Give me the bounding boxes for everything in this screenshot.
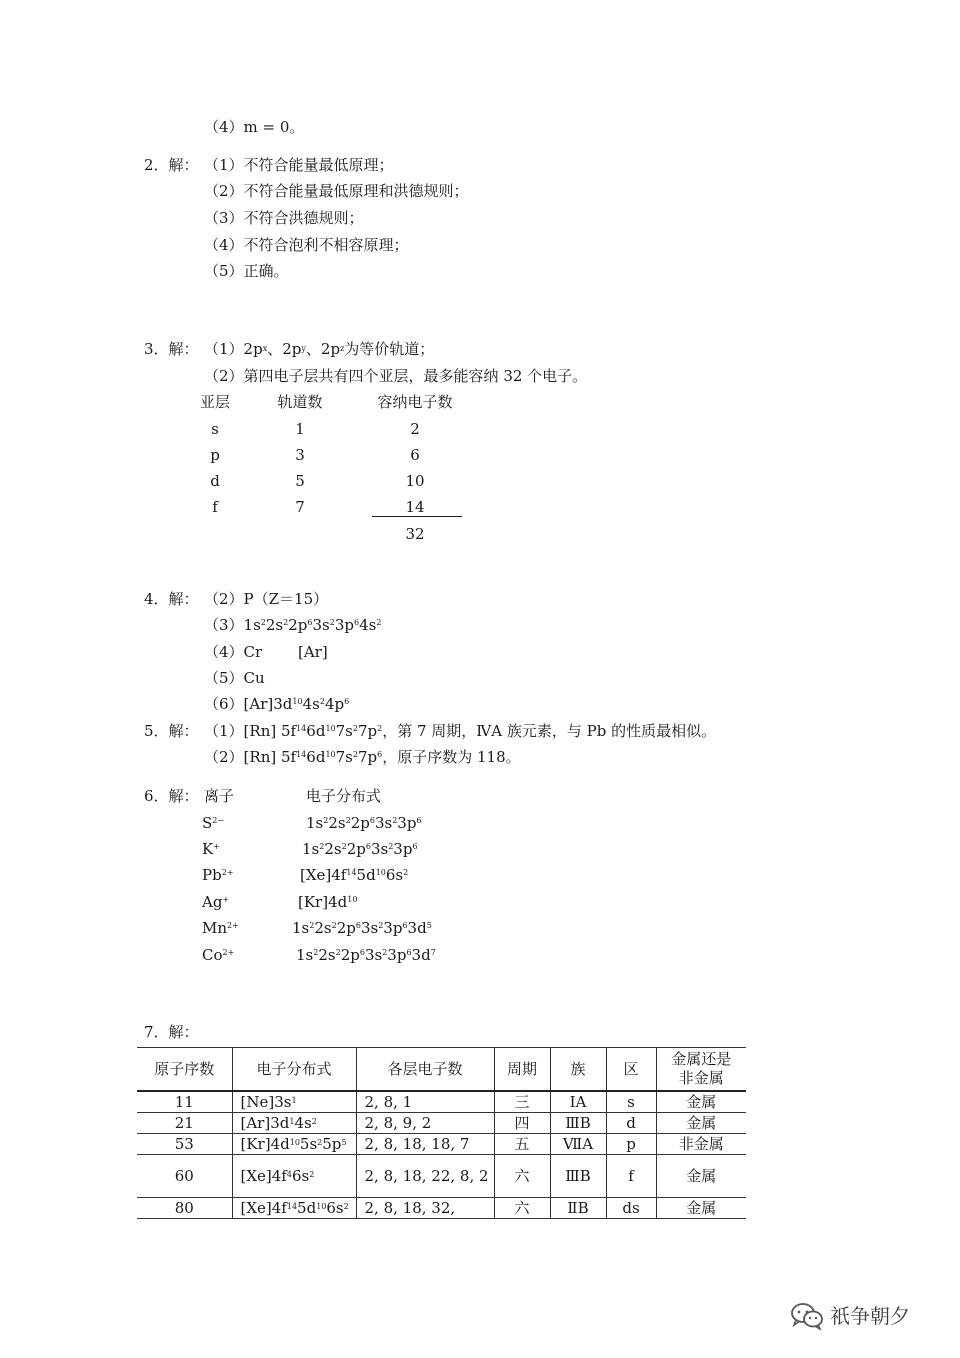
table-cell: 六 [494, 1155, 550, 1198]
table-cell: 金属 [656, 1155, 746, 1198]
q3-cell: 14 [405, 498, 425, 516]
table-cell: 2, 8, 18, 22, 8, 2 [356, 1155, 494, 1198]
q4-item-4b: [Ar] [298, 643, 328, 661]
q2-head: 2．解： [144, 156, 199, 174]
table-cell: $[Ne]3s^1$ [232, 1091, 356, 1113]
q3-cell: 5 [295, 472, 305, 490]
table-cell: d [606, 1113, 656, 1134]
q2-item-5: （5）正确。 [204, 262, 289, 280]
table-cell: 非金属 [656, 1134, 746, 1155]
q3-cell: d [210, 472, 220, 490]
q6-config: $[Xe]4f^{14}5d^{10}6s^2$ [300, 866, 409, 884]
q6-col-ion: 离子 [204, 787, 235, 805]
q4-item-4: （4）Cr [204, 643, 263, 661]
q6-ion: Ag+ [202, 893, 230, 911]
watermark [790, 1298, 940, 1334]
table-cell: 2, 8, 18, 18, 7 [356, 1134, 494, 1155]
q3-cell: 10 [405, 472, 425, 490]
table-cell: $[Xe]4f^{14}5d^{10}6s^2$ [232, 1198, 356, 1219]
q3-cell: s [211, 420, 219, 438]
table-cell: 三 [494, 1091, 550, 1113]
table-cell: 金属 [656, 1091, 746, 1113]
table-cell: 五 [494, 1134, 550, 1155]
table-row [137, 1155, 746, 1198]
table-cell: 2, 8, 9, 2 [356, 1113, 494, 1134]
table-cell: f [606, 1155, 656, 1198]
table-cell: 60 [137, 1155, 232, 1198]
table-row [137, 1198, 746, 1219]
q3-item-2: （2）第四电子层共有四个亚层，最多能容纳 32 个电子。 [204, 367, 588, 385]
q3-item-1: （1）2px、2py、2pz为等价轨道； [204, 340, 435, 358]
q6-config: $1s^22s^22p^63s^23p^6$ [306, 814, 422, 832]
table-cell: ⅢB [550, 1155, 606, 1198]
table-cell: ⅦA [550, 1134, 606, 1155]
q4-item-5: （5）Cu [204, 669, 265, 687]
q4-item-6: $(6)[Ar]3d^{10}4s^24p^6$ [204, 695, 350, 713]
table-row [137, 1134, 746, 1155]
header-cell: 周期 [494, 1048, 550, 1092]
q3-cell: f [212, 498, 218, 516]
q2-item-4: （4）不符合泡利不相容原理； [204, 236, 409, 254]
table-cell: 80 [137, 1198, 232, 1219]
q2-item-2: （2）不符合能量最低原理和洪德规则； [204, 182, 469, 200]
table-cell: $[Kr]4d^{10}5s^25p^5$ [232, 1134, 356, 1155]
table-cell: 金属 [656, 1198, 746, 1219]
sum-rule [372, 516, 462, 517]
watermark-text: 祇争朝夕 [830, 1304, 910, 1328]
q2-item-3: （3）不符合洪德规则； [204, 209, 364, 227]
table-cell: 金属 [656, 1113, 746, 1134]
q2-item-1: （1）不符合能量最低原理； [204, 156, 394, 174]
q6-config: $1s^22s^22p^63s^23p^6$ [302, 840, 418, 858]
q3-cell: p [210, 446, 220, 464]
table-cell: 53 [137, 1134, 232, 1155]
table-cell: ⅠA [550, 1091, 606, 1113]
table-header-row [137, 1048, 746, 1092]
q5-item-1: （1）[Rn] $5f^{14}6d^{10}7s^27p^2$，第 7 周期，ⅣA 族元素，与 Pb 的性质最相似。 [204, 722, 717, 740]
header-cell: 电子分布式 [232, 1048, 356, 1092]
q4-item-3: $(3)1s^22s^22p^63s^23p^64s^2$ [204, 616, 382, 634]
table-row [137, 1091, 746, 1113]
q6-config: $1s^22s^22p^63s^23p^63d^5$ [292, 919, 432, 937]
header-cell: 金属还是 非金属 [656, 1048, 746, 1092]
header-cell: 区 [606, 1048, 656, 1092]
q3-total: 32 [405, 525, 425, 543]
q4-head: 4．解： [144, 590, 199, 608]
table-cell: 2, 8, 18, 32, [356, 1198, 494, 1219]
q6-ion: $Co^{2+}$ [202, 946, 235, 964]
q3-cell: 3 [295, 446, 305, 464]
table-cell: ⅢB [550, 1113, 606, 1134]
q7-head: 7．解： [144, 1023, 199, 1041]
q6-ion: $Pb^{2+}$ [202, 866, 234, 884]
table-cell: $[Xe]4f^46s^2$ [232, 1155, 356, 1198]
q1-item-4: （4）m = 0。 [204, 118, 305, 136]
q5-head: 5．解： [144, 722, 199, 740]
q6-ion: $Mn^{2+}$ [202, 919, 239, 937]
q6-config: $1s^22s^22p^63s^23p^63d^7$ [296, 946, 436, 964]
q7-table [137, 1047, 746, 1219]
table-cell: 2, 8, 1 [356, 1091, 494, 1113]
table-row [137, 1113, 746, 1134]
q3-cell: 1 [295, 420, 305, 438]
q5-item-2: （2）[Rn] $5f^{14}6d^{10}7s^27p^6$，原子序数为 118。 [204, 748, 521, 766]
q3-col-electrons: 容纳电子数 [377, 393, 453, 411]
table-cell: 11 [137, 1091, 232, 1113]
q3-cell: 6 [410, 446, 420, 464]
q6-col-config: 电子分布式 [306, 787, 382, 805]
table-cell: ⅡB [550, 1198, 606, 1219]
table-cell: p [606, 1134, 656, 1155]
q6-ion: $S^{2-}$ [202, 814, 225, 832]
q4-item-2: （2）P（Z＝15） [204, 590, 329, 608]
q3-col-orbitals: 轨道数 [277, 393, 323, 411]
wechat-icon [790, 1302, 824, 1330]
table-cell: 四 [494, 1113, 550, 1134]
table-cell: $[Ar]3d^14s^2$ [232, 1113, 356, 1134]
q6-config: $[Kr]4d^{10}$ [298, 893, 358, 911]
table-cell: 21 [137, 1113, 232, 1134]
q3-cell: 2 [410, 420, 420, 438]
table-cell: s [606, 1091, 656, 1113]
header-cell: 各层电子数 [356, 1048, 494, 1092]
q3-head: 3．解： [144, 340, 199, 358]
q6-ion: K+ [202, 840, 220, 858]
q3-cell: 7 [295, 498, 305, 516]
header-cell: 原子序数 [137, 1048, 232, 1092]
q6-head: 6．解： [144, 787, 199, 805]
table-cell: ds [606, 1198, 656, 1219]
header-cell: 族 [550, 1048, 606, 1092]
table-cell: 六 [494, 1198, 550, 1219]
q3-col-subshell: 亚层 [199, 393, 230, 411]
